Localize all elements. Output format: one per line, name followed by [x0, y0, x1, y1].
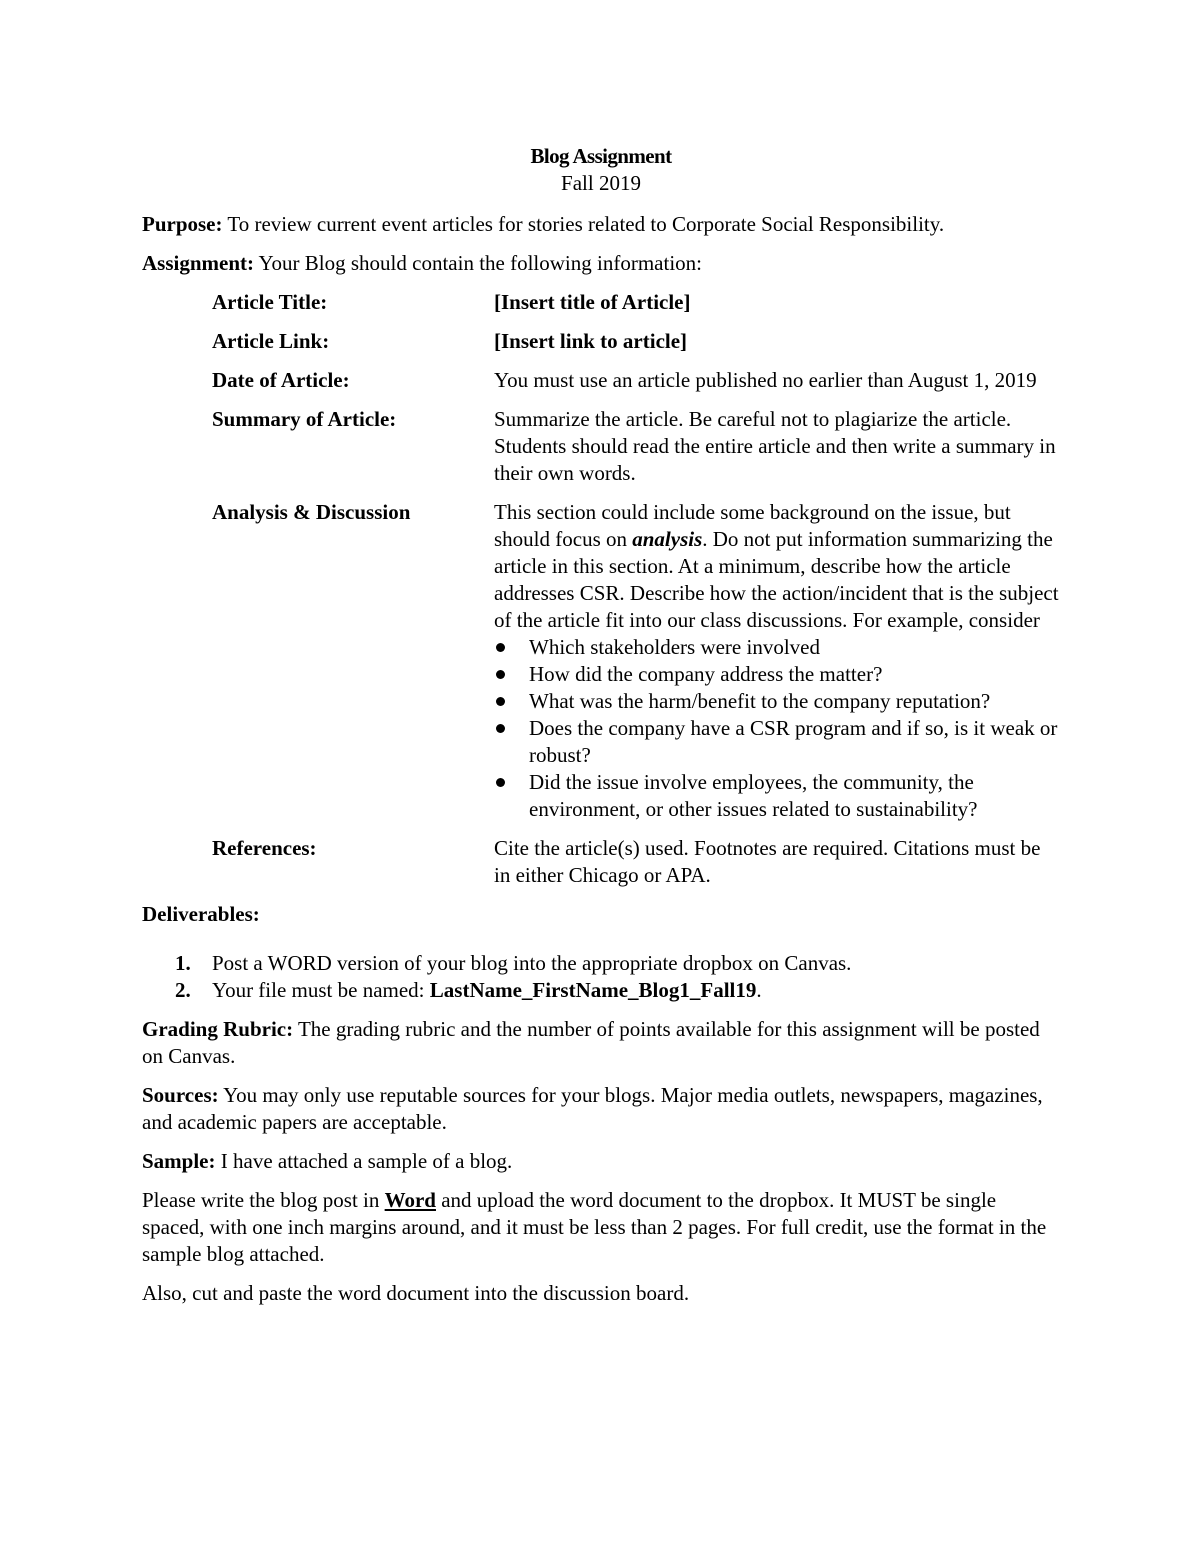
bullet-icon	[496, 724, 505, 733]
list-item-suffix: .	[756, 978, 762, 1002]
requirement-label: Article Title:	[212, 290, 328, 314]
list-item	[494, 715, 1060, 769]
requirement-label: References:	[212, 836, 317, 860]
assignment-paragraph	[142, 250, 1060, 277]
requirement-value	[494, 499, 1060, 823]
requirement-value: You must use an article published no earlier than August 1, 2019	[494, 368, 1037, 392]
list-item-text: How did the company address the matter?	[529, 662, 883, 686]
deliverables-heading: Deliverables:	[142, 902, 260, 926]
assignment-label: Assignment:	[142, 251, 255, 275]
analysis-bullet-list	[494, 634, 1060, 823]
requirement-label: Date of Article:	[212, 368, 350, 392]
instructions-paragraph	[142, 1187, 1060, 1268]
requirement-row-references	[212, 835, 1060, 889]
list-item-text: Did the issue involve employees, the community, the environment, or other issues related to sustainability?	[529, 770, 978, 821]
analysis-text-after: . Do not put information summarizing the article in this section. At a minimum, describe how the article addresses CSR. Describe how the action/incident that is the subject of the article fit into our class discussions. For example, consider	[494, 527, 1059, 632]
deliverables-list	[142, 950, 1060, 1004]
list-number: 1.	[175, 951, 191, 975]
requirement-value: Cite the article(s) used. Footnotes are required. Citations must be in either Chicago or APA.	[494, 836, 1041, 887]
list-item	[142, 950, 1060, 977]
bullet-icon	[496, 778, 505, 787]
file-name: LastName_FirstName_Blog1_Fall19	[429, 978, 757, 1002]
analysis-text-before: This section could include some background on the issue, but should focus on	[494, 500, 1011, 551]
list-item	[494, 661, 1060, 688]
grading-paragraph	[142, 1016, 1060, 1070]
requirement-value: [Insert link to article]	[494, 329, 688, 353]
list-item-text: What was the harm/benefit to the company reputation?	[529, 689, 991, 713]
requirement-row-date	[212, 367, 1060, 394]
bullet-icon	[496, 670, 505, 679]
analysis-emphasis: analysis	[632, 527, 703, 551]
closing-paragraph: Also, cut and paste the word document into the discussion board.	[142, 1281, 690, 1305]
requirement-row-summary	[212, 406, 1060, 487]
sources-text: You may only use reputable sources for your blogs. Major media outlets, newspapers, magazines, and academic papers are acceptable.	[142, 1083, 1043, 1134]
list-item	[494, 769, 1060, 823]
grading-label: Grading Rubric:	[142, 1017, 294, 1041]
assignment-text: Your Blog should contain the following information:	[254, 251, 702, 275]
sample-paragraph	[142, 1148, 1060, 1175]
list-number: 2.	[175, 978, 191, 1002]
instructions-before: Please write the blog post in	[142, 1188, 385, 1212]
sources-paragraph	[142, 1082, 1060, 1136]
requirements-table	[212, 289, 1060, 889]
purpose-paragraph	[142, 211, 1060, 238]
word-emphasis: Word	[384, 1188, 436, 1212]
bullet-icon	[496, 697, 505, 706]
requirement-value: [Insert title of Article]	[494, 290, 691, 314]
document-subtitle: Fall 2019	[561, 171, 641, 195]
bullet-icon	[496, 643, 505, 652]
instructions-after: and upload the word document to the dropbox. It MUST be single spaced, with one inch margins around, and it must be less than 2 pages. For full credit, use the format in the sample blog attached.	[142, 1188, 1047, 1266]
requirement-row-analysis	[212, 499, 1060, 823]
sources-label: Sources:	[142, 1083, 219, 1107]
sample-label: Sample:	[142, 1149, 216, 1173]
requirement-row-article-title	[212, 289, 1060, 316]
list-item-text: Your file must be named:	[212, 978, 430, 1002]
requirement-row-article-link	[212, 328, 1060, 355]
purpose-text: To review current event articles for stories related to Corporate Social Responsibility.	[222, 212, 945, 236]
requirement-value: Summarize the article. Be careful not to plagiarize the article. Students should read the entire article and then write a summary in their own words.	[494, 407, 1056, 485]
document-title: Blog Assignment	[530, 144, 672, 168]
purpose-label: Purpose:	[142, 212, 223, 236]
requirement-label: Analysis & Discussion	[212, 500, 411, 524]
sample-text: I have attached a sample of a blog.	[215, 1149, 513, 1173]
grading-text: The grading rubric and the number of points available for this assignment will be posted on Canvas.	[142, 1017, 1040, 1068]
list-item-text: Post a WORD version of your blog into the appropriate dropbox on Canvas.	[212, 951, 852, 975]
list-item	[494, 688, 1060, 715]
list-item-text: Which stakeholders were involved	[529, 635, 820, 659]
requirement-label: Summary of Article:	[212, 407, 397, 431]
list-item	[494, 634, 1060, 661]
list-item	[142, 977, 1060, 1004]
requirement-label: Article Link:	[212, 329, 330, 353]
list-item-text: Does the company have a CSR program and if so, is it weak or robust?	[529, 716, 1058, 767]
